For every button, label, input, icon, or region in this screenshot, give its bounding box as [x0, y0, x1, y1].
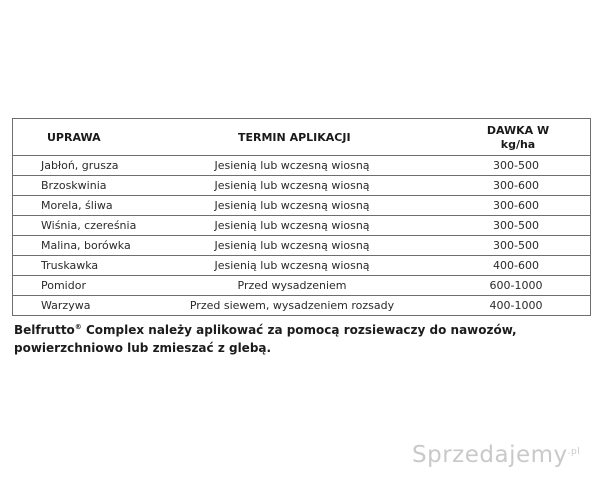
cell-crop: Pomidor: [41, 279, 86, 292]
table-row: [13, 295, 590, 315]
header-dose-line2: kg/ha: [500, 138, 536, 151]
application-note: [14, 318, 589, 357]
cell-crop: Malina, borówka: [41, 239, 131, 252]
watermark-logo: [412, 442, 580, 468]
cell-crop: Wiśnia, czereśnia: [41, 219, 137, 232]
table-row: [13, 195, 590, 215]
cell-timing: Jesienią lub wczesną wiosną: [214, 219, 370, 232]
table-row: [13, 155, 590, 175]
table-row: [13, 275, 590, 295]
cell-dose: 300-500: [493, 159, 539, 172]
cell-timing: Przed wysadzeniem: [237, 279, 347, 292]
cell-dose: 400-1000: [489, 299, 543, 312]
note-brand: Belfrutto: [14, 323, 75, 337]
registered-mark: ®: [74, 323, 82, 331]
dosage-table: [12, 118, 591, 316]
watermark-text: Sprzedajemy: [412, 442, 568, 468]
watermark-suffix: .pl: [567, 447, 581, 457]
cell-timing: Jesienią lub wczesną wiosną: [214, 199, 370, 212]
cell-crop: Jabłoń, grusza: [41, 159, 119, 172]
note-text: Complex należy aplikować za pomocą rozsiewaczy do nawozów, powierzchniowo lub zmieszać z glebą.: [14, 323, 517, 355]
cell-timing: Jesienią lub wczesną wiosną: [214, 179, 370, 192]
cell-crop: Truskawka: [41, 259, 99, 272]
cell-crop: Brzoskwinia: [41, 179, 107, 192]
cell-dose: 300-500: [493, 219, 539, 232]
header-timing: TERMIN APLIKACJI: [238, 131, 351, 144]
cell-dose: 400-600: [493, 259, 539, 272]
cell-timing: Jesienią lub wczesną wiosną: [214, 239, 370, 252]
cell-timing: Przed siewem, wysadzeniem rozsady: [189, 299, 395, 312]
cell-crop: Morela, śliwa: [41, 199, 113, 212]
table-header: [13, 119, 590, 155]
cell-dose: 300-500: [493, 239, 539, 252]
table-row: [13, 215, 590, 235]
header-crop: UPRAWA: [47, 131, 101, 144]
table-row: [13, 235, 590, 255]
cell-timing: Jesienią lub wczesną wiosną: [214, 259, 370, 272]
table-row: [13, 255, 590, 275]
header-dose-line1: DAWKA W: [486, 124, 550, 137]
cell-dose: 300-600: [493, 199, 539, 212]
table-row: [13, 175, 590, 195]
cell-dose: 300-600: [493, 179, 539, 192]
cell-crop: Warzywa: [41, 299, 91, 312]
cell-timing: Jesienią lub wczesną wiosną: [214, 159, 370, 172]
cell-dose: 600-1000: [489, 279, 543, 292]
header-dose: [473, 124, 563, 152]
